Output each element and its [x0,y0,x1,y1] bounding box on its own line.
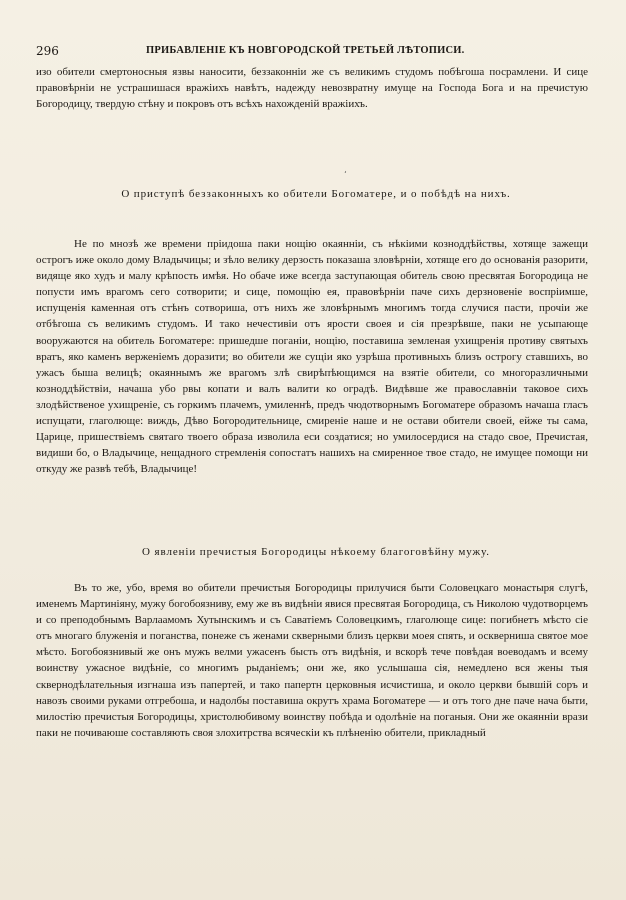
paragraph-continuation: изо обители смертоносныя язвы наносити, беззаконніи же съ великимъ студомъ побѣгоша посрамлени. И сице правовѣрніи не устрашишася вражіихъ навѣтъ, надежду невозвратну имуще на Господа Бога и на пречистую Богородицу, твердую стѣну и покровъ отъ всѣхъ нахожденій вражіихъ. [36,66,588,111]
paragraph-assault: Не по мнозѣ же времени пріидоша паки нощію окаянніи, съ нѣкіими козноддѣйствы, хотяще зажещи острогъ иже около дому Владычицы; и зѣло велику дерзость показаша зловѣрніи, хотяще его до основанія разорити, видяще яко худъ и малу крѣпость имѣя. Но обаче иже всегда заступающая обитель свою пресвятая Богородица не попусти имъ врагомъ сего сотворити; и сице, помощію ея, правовѣрніи паче сихъ дерзновеніе воспріимше, испущенія каменная отъ стѣнъ сотвориша, отъ нихъ же зловѣрнымъ многимъ тогда случися пасти, прочіи же отбѣгоша съ великимъ студомъ. И тако нечестивіи отъ ярости своея и сія презрѣвше, паки не усыпающе вооружаются на обитель Богоматере: пришедше поганіи, нощію, поставиша земленая ухищренія противу святыхъ вратъ, яко каменъ верженіемъ доразити; во обители же сущіи яко узрѣша противныхъ близъ острогу ставшихъ, во ужасъ быша велицѣ; окаяннымъ же врагомъ злѣ свирѣпѣющимся на взятіе обители, со многоразличными козноддѣйствіи, начаша убо рвы копати и валъ валити ко оградѣ. Видѣвше же православніи таковое сихъ злодѣйственое ухищреніе, съ горкимъ плачемъ, умиленнѣ, предъ чюдотворнымъ Богоматере образомъ начаша гласъ испущати, глаголюще: виждь, Дѣво Богородительнице, смиреніе наше и не остави обители своей, ейже ты сама, Царице, пришествіемъ святаго твоего образа изволила еси создатися; но умилосердися на стадо свое, Пречистая, видиши бо, о Владычице, нещадного стремленія сопостатъ нашихъ на смиренное твое стадо, не имущее помощи ни откуду же развѣ тебѣ, Владычице! [36,238,588,476]
section-heading-apparition: О явленіи пречистыя Богородицы нѣкоему благоговѣйну мужу. [142,546,490,558]
running-title: ПРИБАВЛЕНІЕ КЪ НОВГОРОДСКОЙ ТРЕТЬЕЙ ЛѢТОПИСИ. [146,45,465,56]
printer-mark: ‘ [344,170,347,179]
section-heading-assault: О приступѣ беззаконныхъ ко обители Богоматере, и о побѣдѣ на нихъ. [121,188,511,200]
paragraph-apparition: Въ то же, убо, время во обители пречистыя Богородицы прилучися быти Соловецкаго монастыря слугѣ, именемъ Мартиніяну, мужу богобоязниву, ему же въ видѣніи явися пресвятая Богородица, съ Николою чудотворцемъ и со преподобнымъ Варлаамомъ Хутынскимъ и съ Саватіемъ Соловецкимъ, глаголюще сице: погибнетъ мѣсто сіе отъ многаго блуженія и поганства, понеже съ женами скверными близъ церкви моея спять, и оскверниша святое мое мѣсто. Богобоязнивый же онъ мужъ велми ужасенъ бысть отъ видѣнія, и вскорѣ тече повѣдая воеводамъ и всему воинству ужасное видѣніе, со многимъ рыданіемъ; они же, яко услышаша сія, немедлено вся жены тыя сквернодѣлательныя изгнаша изъ папертей, и тако папертн церковныя исчистиша, и около церкви бывшій соръ и навозъ своими руками отгребоша, и надолбы поставиша окрутъ храма Богоматере — и отъ того дне паче нача быти, милостію пречистыя Богородицы, христолюбивому воинству побѣда и одолѣніе на поганыя. Они же окаянніи врази паки не почиваюше составляють своя злохитрства всяческіи къ плѣненію обители, прикладный [36,582,588,739]
page-number: 296 [36,44,59,58]
page-header [36,44,596,62]
